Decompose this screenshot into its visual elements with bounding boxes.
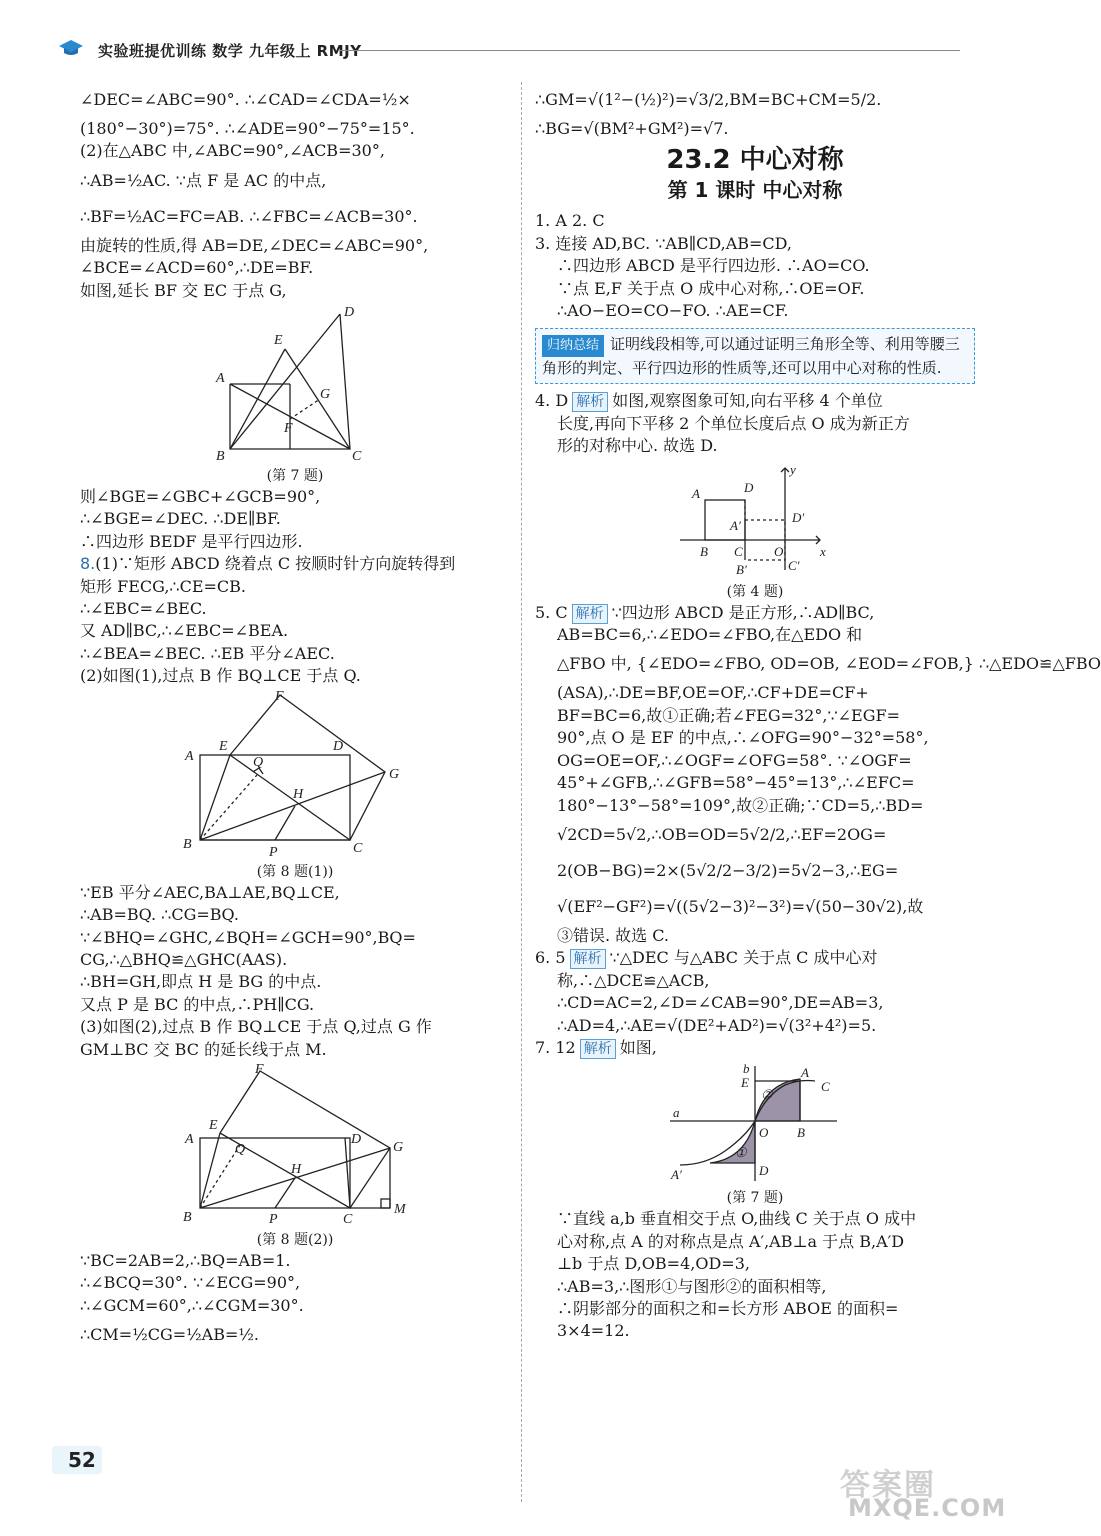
text-line: 如图, xyxy=(619,1037,657,1057)
analysis-tag: 解析 xyxy=(580,1039,616,1059)
fig-label: B xyxy=(797,1125,805,1141)
fig-label: D xyxy=(759,1163,769,1179)
analysis-tag: 解析 xyxy=(572,604,608,624)
text-line: 45°+∠GFB,∴∠GFB=58°−45°=13°,∴∠EFC= xyxy=(557,773,915,793)
fig-label: ② xyxy=(761,1087,773,1103)
question-number: 8. xyxy=(80,554,96,574)
question-4 xyxy=(535,390,975,412)
text-line: ∴BH=GH,即点 H 是 BG 的中点. xyxy=(80,972,322,992)
fig-label: x xyxy=(820,543,826,559)
text-line: ∴AB=3,∴图形①与图形②的面积相等, xyxy=(557,1276,827,1296)
figure-q7-right xyxy=(665,1061,845,1186)
summary-text: 证明线段相等,可以通过证明三角形全等、利用等腰三角形的判定、平行四边形的性质等,还可以用中心对称的性质. xyxy=(542,335,960,378)
figure-caption: (第 8 题(2)) xyxy=(256,1231,334,1248)
fig-label: A xyxy=(216,371,225,387)
text-line: 矩形 FECG,∴CE=CB. xyxy=(80,576,247,596)
fig-label: ① xyxy=(735,1145,747,1161)
text-line: 如图,观察图象可知,向右平移 4 个单位 xyxy=(612,391,883,411)
column-divider xyxy=(521,82,522,1502)
text-line: ∴∠EBC=∠BEC. xyxy=(80,599,207,619)
question-7 xyxy=(535,1037,975,1059)
fig-label: E xyxy=(219,738,228,754)
text-line: ∴∠BCQ=30°. ∵∠ECG=90°, xyxy=(80,1273,301,1293)
text-line: ⊥b 于点 D,OB=4,OD=3, xyxy=(557,1254,750,1274)
text-line: 称,∴△DCE≌△ACB, xyxy=(557,970,710,990)
watermark-logo: 答案圈 xyxy=(840,1468,936,1503)
figure-caption: (第 8 题(1)) xyxy=(256,863,334,880)
fig-label: Q xyxy=(235,1141,246,1157)
analysis-tag: 解析 xyxy=(570,949,606,969)
fig-label: O xyxy=(774,543,784,559)
text-line: AB=BC=6,∴∠EDO=∠FBO,在△EDO 和 xyxy=(557,625,863,645)
page-number-badge xyxy=(52,1446,102,1474)
fig-label: A xyxy=(801,1065,809,1081)
text-line: 长度,再向下平移 2 个单位长度后点 O 成为新正方 xyxy=(557,413,910,433)
fig-label: A xyxy=(185,1131,194,1147)
text-line: BF=BC=6,故①正确;若∠FEG=32°,∵∠EGF= xyxy=(557,705,901,725)
fig-label: B xyxy=(700,543,708,559)
fig-label: E xyxy=(741,1075,749,1091)
fig-label: D′ xyxy=(792,509,805,525)
graduation-cap-icon xyxy=(58,38,84,58)
fig-label: y xyxy=(790,461,796,477)
fig-label: b xyxy=(743,1061,750,1077)
text-line: 3×4=12. xyxy=(557,1321,630,1341)
fig-label: C xyxy=(353,840,363,856)
fig-label: A xyxy=(692,485,700,501)
figure-q8-1 xyxy=(175,690,415,860)
text-line: 则∠BGE=∠GBC+∠GCB=90°, xyxy=(80,487,321,507)
text-line: 又点 P 是 BC 的中点,∴PH∥CG. xyxy=(80,994,315,1014)
text-line: ∴四边形 BEDF 是平行四边形. xyxy=(80,531,303,551)
fig-label: D xyxy=(344,305,355,321)
question-8 xyxy=(80,553,510,575)
fig-label: E xyxy=(274,333,283,349)
text-line: 由旋转的性质,得 AB=DE,∠DEC=∠ABC=90°, xyxy=(80,235,429,255)
fig-label: B xyxy=(183,836,192,852)
text-line: ∵∠BHQ=∠GHC,∠BQH=∠GCH=90°,BQ= xyxy=(80,927,416,947)
text-line: ∴BF=½AC=FC=AB. ∴∠FBC=∠ACB=30°. xyxy=(80,206,418,226)
text-line: ∴阴影部分的面积之和=长方形 ABOE 的面积= xyxy=(557,1298,899,1318)
text-line: GM⊥BC 交 BC 的延长线于点 M. xyxy=(80,1039,327,1059)
text-line: ∵点 E,F 关于点 O 成中心对称,∴OE=OF. xyxy=(557,278,865,298)
fig-label: H xyxy=(293,786,304,802)
section-title: 23.2 中心对称 xyxy=(666,145,844,176)
fig-label: H xyxy=(291,1161,302,1177)
summary-box xyxy=(535,328,975,384)
fig-label: D xyxy=(744,479,754,495)
text-line: ③错误. 故选 C. xyxy=(557,925,670,945)
text-line: ∴GM=√(1²−(½)²)=√3/2,BM=BC+CM=5/2. xyxy=(535,90,882,109)
fig-label: C xyxy=(343,1211,353,1227)
text-line: 心对称,点 A 的对称点是点 A′,AB⊥a 于点 B,A′D xyxy=(557,1231,905,1251)
text-line: ∴AB=½AC. ∵点 F 是 AC 的中点, xyxy=(80,170,327,190)
text-line: ∵直线 a,b 垂直相交于点 O,曲线 C 关于点 O 成中 xyxy=(557,1209,917,1229)
fig-label: F xyxy=(275,688,284,704)
text-line: ∴AO−EO=CO−FO. ∴AE=CF. xyxy=(557,301,789,321)
figure-q7-left xyxy=(210,304,380,464)
text-line: ∴BG=√(BM²+GM²)=√7. xyxy=(535,119,729,138)
answer-head: 4. D xyxy=(535,391,569,411)
text-line: ∵BC=2AB=2,∴BQ=AB=1. xyxy=(80,1250,291,1270)
question-5 xyxy=(535,602,975,624)
answer-head: 7. 12 xyxy=(535,1037,576,1057)
text-line: 180°−13°−58°=109°,故②正确;∵CD=5,∴BD= xyxy=(557,795,924,815)
fig-label: P xyxy=(269,1211,278,1227)
fig-label: M xyxy=(394,1201,406,1217)
figure-q8-2 xyxy=(175,1063,415,1228)
fig-label: a xyxy=(673,1105,680,1121)
text-line: (3)如图(2),过点 B 作 BQ⊥CE 于点 Q,过点 G 作 xyxy=(80,1017,432,1037)
header-rule xyxy=(340,50,960,51)
fig-label: E xyxy=(209,1117,218,1133)
text-line: (1)∵矩形 ABCD 绕着点 C 按顺时针方向旋转得到 xyxy=(95,554,456,574)
text-line: ∴四边形 ABCD 是平行四边形. ∴AO=CO. xyxy=(557,256,870,276)
text-line: CG,∴△BHQ≌△GHC(AAS). xyxy=(80,949,288,969)
fig-label: B xyxy=(216,449,225,465)
fig-label: G xyxy=(393,1139,404,1155)
text-line: ∠DEC=∠ABC=90°. ∴∠CAD=∠CDA=½× xyxy=(80,90,411,109)
book-title: 实验班提优训练 数学 九年级上 RMJY xyxy=(98,42,362,60)
fig-label: Q xyxy=(253,754,264,770)
text-line: ∵EB 平分∠AEC,BA⊥AE,BQ⊥CE, xyxy=(80,882,340,902)
text-line: ∵四边形 ABCD 是正方形,∴AD∥BC, xyxy=(611,602,875,622)
fig-label: F xyxy=(284,421,293,437)
text-line: ∵△DEC 与△ABC 关于点 C 成中心对 xyxy=(609,948,878,968)
text-line: ∴CM=½CG=½AB=½. xyxy=(80,1325,259,1345)
fig-label: A′ xyxy=(671,1167,682,1183)
fig-label: G xyxy=(320,387,331,403)
text-line: ∴∠BGE=∠DEC. ∴DE∥BF. xyxy=(80,509,281,529)
figure-caption: (第 4 题) xyxy=(726,583,784,600)
answer-head: 5. C xyxy=(535,602,568,622)
fig-label: O xyxy=(759,1125,769,1141)
text-line: ∴∠BEA=∠BEC. ∴EB 平分∠AEC. xyxy=(80,643,335,663)
watermark-url: MXQE.COM xyxy=(848,1494,1007,1522)
answers-1-2: 1. A 2. C xyxy=(535,211,605,231)
fig-label: F xyxy=(255,1061,264,1077)
fig-label: C xyxy=(734,543,743,559)
text-line: (2)在△ABC 中,∠ABC=90°,∠ACB=30°, xyxy=(80,141,385,161)
text-line: ∴CD=AC=2,∠D=∠CAB=90°,DE=AB=3, xyxy=(557,993,884,1013)
text-line: (ASA),∴DE=BF,OE=OF,∴CF+DE=CF+ xyxy=(557,683,869,703)
text-line: ∠BCE=∠ACD=60°,∴DE=BF. xyxy=(80,258,314,278)
fig-label: C xyxy=(821,1079,830,1095)
text-line: (180°−30°)=75°. ∴∠ADE=90°−75°=15°. xyxy=(80,119,415,138)
fig-label: D xyxy=(351,1131,362,1147)
text-line: (2)如图(1),过点 B 作 BQ⊥CE 于点 Q. xyxy=(80,666,361,686)
text-line: 2(OB−BG)=2×(5√2/2−3/2)=5√2−3,∴EG= xyxy=(557,860,899,880)
text-line: ∴AD=4,∴AE=√(DE²+AD²)=√(3²+4²)=5. xyxy=(557,1015,877,1035)
text-line: √2CD=5√2,∴OB=OD=5√2/2,∴EF=2OG= xyxy=(557,824,887,844)
text-line: △FBO 中, {∠EDO=∠FBO, OD=OB, ∠EOD=∠FOB,} ∴△EDO≌△FBO xyxy=(557,654,1101,674)
fig-label: B′ xyxy=(736,561,747,577)
left-column xyxy=(80,82,510,1353)
page-number: 52 xyxy=(68,1448,96,1472)
text-line: 又 AD∥BC,∴∠EBC=∠BEA. xyxy=(80,621,289,641)
text-line: ∴∠GCM=60°,∴∠CGM=30°. xyxy=(80,1295,304,1315)
answer-head: 6. 5 xyxy=(535,948,566,968)
text-line: 形的对称中心. 故选 D. xyxy=(557,436,718,456)
fig-label: D xyxy=(333,738,344,754)
analysis-tag: 解析 xyxy=(572,392,608,412)
text-line: √(EF²−GF²)=√((5√2−3)²−3²)=√(50−30√2),故 xyxy=(557,896,924,916)
summary-label: 归纳总结 xyxy=(542,335,604,357)
fig-label: C xyxy=(352,449,362,465)
fig-label: G xyxy=(389,766,400,782)
text-line: 3. 连接 AD,BC. ∵AB∥CD,AB=CD, xyxy=(535,233,793,253)
figure-q4 xyxy=(670,460,840,580)
page-header xyxy=(0,0,1022,62)
fig-label: C′ xyxy=(788,557,800,573)
fig-label: P xyxy=(269,844,278,860)
lesson-title: 第 1 课时 中心对称 xyxy=(667,178,843,203)
figure-caption: (第 7 题) xyxy=(726,1190,784,1207)
fig-label: A xyxy=(185,748,194,764)
text-line: 如图,延长 BF 交 EC 于点 G, xyxy=(80,280,287,300)
figure-caption: (第 7 题) xyxy=(266,468,324,485)
text-line: 90°,点 O 是 EF 的中点,∴∠OFG=90°−32°=58°, xyxy=(557,728,929,748)
fig-label: B xyxy=(183,1209,192,1225)
text-line: ∴AB=BQ. ∴CG=BQ. xyxy=(80,905,239,925)
text-line: OG=OE=OF,∴∠OGF=∠OFG=58°. ∵∠OGF= xyxy=(557,750,912,770)
right-column xyxy=(535,82,1101,1343)
question-6 xyxy=(535,947,975,969)
fig-label: A′ xyxy=(730,517,741,533)
